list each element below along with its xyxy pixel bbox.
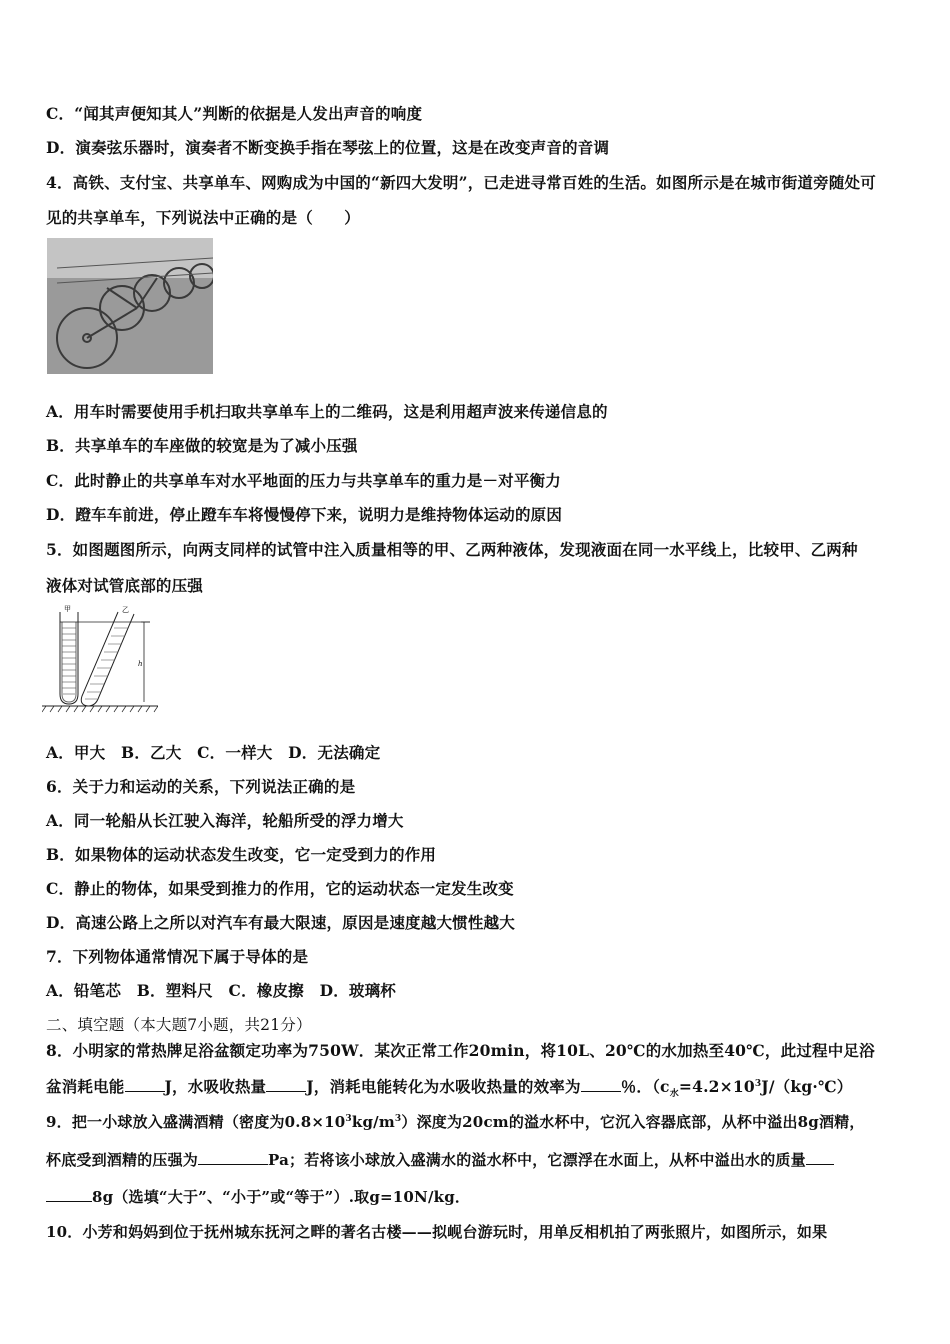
option-b-q6: B．如果物体的运动状态发生改变，它一定受到力的作用 [46, 845, 437, 864]
q9-sup-2: 3 [394, 1114, 402, 1124]
q9-text-3: ）深度为20cm的溢水杯中，它沉入容器底部，从杯中溢出8g酒精， [401, 1113, 865, 1131]
options-q5: A．甲大 B．乙大 C．一样大 D．无法确定 [46, 743, 381, 762]
question-9-line3 [46, 1186, 470, 1207]
q8-blank-1[interactable] [125, 1077, 165, 1092]
q9-text-4: 杯底受到酒精的压强为 [46, 1151, 199, 1169]
q9-text-6: 8g（选填“大于”、“小于”或“等于”）.取g=10N/kg． [92, 1188, 471, 1206]
question-4-line2: 见的共享单车，下列说法中正确的是（ ） [46, 208, 361, 227]
tube-left-label: 甲 [64, 605, 71, 613]
question-9-line2 [46, 1149, 834, 1170]
q9-text-2: kg/m [351, 1113, 395, 1131]
shared-bikes-photo [47, 238, 213, 374]
options-q7: A．铅笔芯 B．塑料尺 C．橡皮擦 D．玻璃杯 [46, 981, 397, 1000]
question-6: 6．关于力和运动的关系，下列说法正确的是 [46, 777, 356, 796]
option-c-q3: C．“闻其声便知其人”判断的依据是人发出声音的响度 [46, 104, 423, 123]
option-d-q4: D．蹬车车前进，停止蹬车车将慢慢停下来，说明力是维持物体运动的原因 [46, 505, 563, 524]
option-d-q6: D．高速公路上之所以对汽车有最大限速，原因是速度越大惯性越大 [46, 913, 515, 932]
q9-text-5: Pa；若将该小球放入盛满水的溢水杯中，它漂浮在水面上，从杯中溢出水的质量 [268, 1151, 806, 1169]
test-tubes-diagram [42, 604, 158, 716]
option-b-q4: B．共享单车的车座做的较宽是为了减小压强 [46, 436, 358, 455]
q8-text-5: =4.2×10 [678, 1077, 755, 1096]
q8-text-6: J/（kg·℃） [761, 1077, 853, 1096]
q8-blank-2[interactable] [266, 1077, 306, 1092]
q9-blank-2b[interactable] [46, 1187, 92, 1202]
q8-sup: 3 [754, 1078, 762, 1089]
option-a-q4: A．用车时需要使用手机扫取共享单车上的二维码，这是利用超声波来传递信息的 [46, 402, 608, 421]
tube-right-label: 乙 [122, 606, 129, 614]
question-8-line1: 8．小明家的常热牌足浴盆额定功率为750W．某次正常工作20min，将10L、20℃的水加热至40℃，此过程中足浴 [46, 1041, 875, 1060]
section-2-heading: 二、填空题（本大题7小题，共21分） [46, 1016, 312, 1034]
q9-sup-1: 3 [345, 1114, 352, 1124]
question-4-line1: 4．高铁、支付宝、共享单车、网购成为中国的“新四大发明”，已走进寻常百姓的生活。如图所示是在城市街道旁随处可 [46, 173, 876, 192]
question-7: 7．下列物体通常情况下属于导体的是 [46, 947, 309, 966]
q8-blank-3[interactable] [581, 1077, 621, 1092]
question-10-line1: 10．小芳和妈妈到位于抚州城东抚河之畔的著名古楼——拟岘台游玩时，用单反相机拍了两张照片，如图所示，如果 [46, 1223, 828, 1241]
question-5-line2: 液体对试管底部的压强 [46, 576, 204, 595]
q9-blank-2a[interactable] [806, 1150, 834, 1165]
question-9-line1 [46, 1111, 865, 1132]
q8-text-4: ％．（c [620, 1077, 670, 1096]
q8-text-2: J，水吸收热量 [164, 1077, 267, 1096]
option-d-q3: D．演奏弦乐器时，演奏者不断变换手指在琴弦上的位置，这是在改变声音的音调 [46, 138, 610, 157]
question-5-line1: 5．如图题图所示，向两支同样的试管中注入质量相等的甲、乙两种液体，发现液面在同一水平线上，比较甲、乙两种 [46, 540, 858, 559]
question-8-line2 [46, 1075, 852, 1099]
q8-sub: 水 [669, 1089, 679, 1100]
height-label: h [138, 660, 143, 668]
option-a-q6: A．同一轮船从长江驶入海洋，轮船所受的浮力增大 [46, 811, 404, 830]
option-c-q4: C．此时静止的共享单车对水平地面的压力与共享单车的重力是－对平衡力 [46, 471, 561, 490]
option-c-q6: C．静止的物体，如果受到推力的作用，它的运动状态一定发生改变 [46, 879, 514, 898]
q9-text-1: 9．把一小球放入盛满酒精（密度为0.8×10 [46, 1113, 346, 1131]
q9-blank-1[interactable] [198, 1150, 268, 1165]
q8-text-1: 盆消耗电能 [46, 1077, 125, 1096]
q8-text-3: J，消耗电能转化为水吸收热量的效率为 [306, 1077, 581, 1096]
